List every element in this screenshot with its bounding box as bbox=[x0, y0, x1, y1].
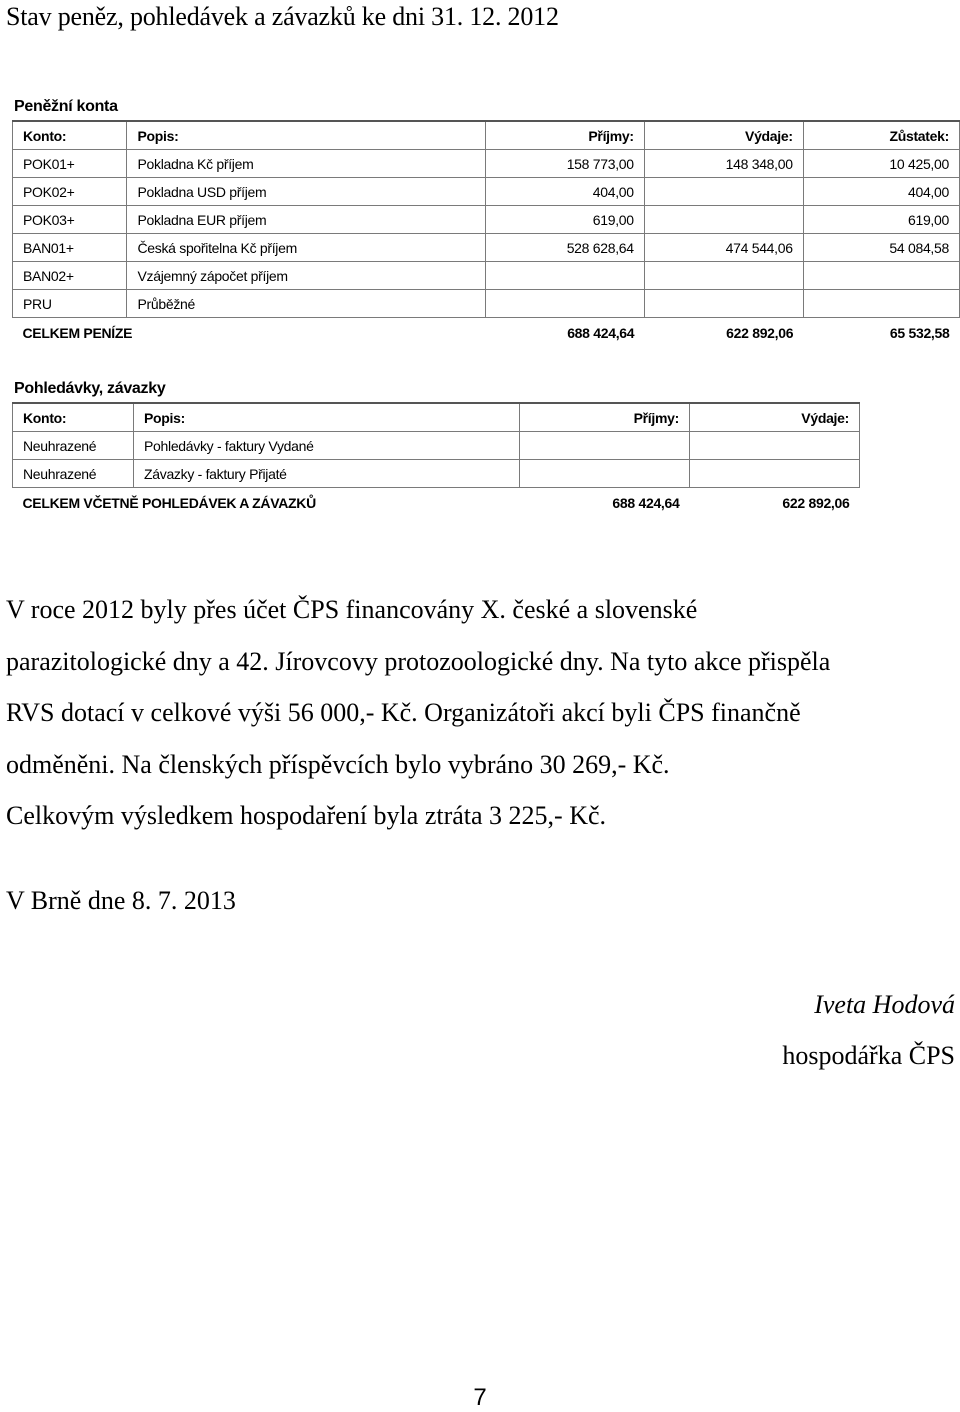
total-label: CELKEM PENÍZE bbox=[22, 325, 133, 341]
account-code: BAN01+ bbox=[13, 234, 127, 262]
column-header: Výdaje: bbox=[690, 403, 860, 432]
column-header: Příjmy: bbox=[485, 121, 644, 150]
total-expense: 622 892,06 bbox=[726, 325, 794, 341]
account-code: POK03+ bbox=[13, 206, 127, 234]
receivables-section bbox=[12, 380, 860, 518]
signature-name: Iveta Hodová bbox=[814, 990, 955, 1019]
money-accounts-title: Peněžní konta bbox=[14, 98, 118, 115]
column-header: Konto: bbox=[13, 121, 127, 150]
account-description: Vzájemný zápočet příjem bbox=[127, 262, 485, 290]
document-heading: Stav peněz, pohledávek a závazků ke dni 31. 12. 2012 bbox=[6, 2, 559, 31]
column-header: Výdaje: bbox=[644, 121, 803, 150]
account-description: Průběžné bbox=[127, 290, 485, 318]
expense-value: 148 348,00 bbox=[644, 150, 803, 178]
income-value: 619,00 bbox=[485, 206, 644, 234]
column-header: Příjmy: bbox=[520, 403, 690, 432]
receivables-title: Pohledávky, závazky bbox=[14, 380, 166, 397]
account-code: POK01+ bbox=[13, 150, 127, 178]
balance-value bbox=[803, 262, 959, 290]
balance-value: 619,00 bbox=[803, 206, 959, 234]
balance-value: 404,00 bbox=[803, 178, 959, 206]
total-row bbox=[13, 318, 960, 349]
account-code: POK02+ bbox=[13, 178, 127, 206]
income-value: 404,00 bbox=[485, 178, 644, 206]
account-description: Pokladna EUR příjem bbox=[127, 206, 485, 234]
summary-paragraph bbox=[6, 584, 951, 842]
account-code: BAN02+ bbox=[13, 262, 127, 290]
summary-line: parazitologické dny a 42. Jírovcovy protozoologické dny. Na tyto akce přispěla bbox=[6, 646, 831, 676]
table-row bbox=[13, 262, 960, 290]
money-accounts-section bbox=[12, 98, 960, 348]
place-date: V Brně dne 8. 7. 2013 bbox=[6, 886, 236, 915]
total-balance: 65 532,58 bbox=[889, 325, 950, 341]
expense-value bbox=[644, 262, 803, 290]
table-row bbox=[13, 206, 960, 234]
column-header: Popis: bbox=[134, 403, 520, 432]
table-row bbox=[13, 290, 960, 318]
expense-value bbox=[644, 206, 803, 234]
account-description: Pokladna USD příjem bbox=[127, 178, 485, 206]
table-header-row bbox=[13, 403, 860, 432]
balance-value: 10 425,00 bbox=[803, 150, 959, 178]
summary-line: Celkovým výsledkem hospodaření byla ztráta 3 225,- Kč. bbox=[6, 801, 607, 830]
total-income: 688 424,64 bbox=[567, 325, 635, 341]
summary-line: V roce 2012 byly přes účet ČPS financovány X. české a slovenské bbox=[6, 595, 698, 624]
income-value bbox=[520, 460, 690, 488]
summary-line: odměněni. Na členských příspěvcích bylo vybráno 30 269,- Kč. bbox=[6, 749, 670, 779]
table-row bbox=[13, 432, 860, 460]
income-value bbox=[520, 432, 690, 460]
income-value: 158 773,00 bbox=[485, 150, 644, 178]
receivables-table bbox=[12, 402, 860, 518]
account-code: PRU bbox=[13, 290, 127, 318]
account-description: Česká spořitelna Kč příjem bbox=[127, 234, 485, 262]
expense-value bbox=[690, 460, 860, 488]
account-description: Pokladna Kč příjem bbox=[127, 150, 485, 178]
column-header: Popis: bbox=[127, 121, 485, 150]
column-header: Zůstatek: bbox=[803, 121, 959, 150]
expense-value bbox=[690, 432, 860, 460]
total-row bbox=[13, 488, 860, 519]
money-accounts-table bbox=[12, 120, 960, 348]
expense-value bbox=[644, 290, 803, 318]
balance-value bbox=[803, 290, 959, 318]
signature-role: hospodářka ČPS bbox=[782, 1041, 955, 1070]
account-description: Pohledávky - faktury Vydané bbox=[134, 432, 520, 460]
table-row bbox=[13, 460, 860, 488]
table-row bbox=[13, 234, 960, 262]
table-header-row bbox=[13, 121, 960, 150]
summary-line: RVS dotací v celkové výši 56 000,- Kč. Organizátoři akcí byli ČPS finančně bbox=[6, 698, 801, 727]
table-row bbox=[13, 150, 960, 178]
expense-value bbox=[644, 178, 803, 206]
account-code: Neuhrazené bbox=[13, 432, 134, 460]
income-value bbox=[485, 262, 644, 290]
column-header: Konto: bbox=[13, 403, 134, 432]
account-code: Neuhrazené bbox=[13, 460, 134, 488]
total-expense: 622 892,06 bbox=[782, 495, 850, 511]
table-row bbox=[13, 178, 960, 206]
expense-value: 474 544,06 bbox=[644, 234, 803, 262]
income-value: 528 628,64 bbox=[485, 234, 644, 262]
page-number: 7 bbox=[473, 1384, 487, 1411]
income-value bbox=[485, 290, 644, 318]
total-income: 688 424,64 bbox=[612, 495, 680, 511]
total-label: CELKEM VČETNĚ POHLEDÁVEK A ZÁVAZKŮ bbox=[22, 495, 316, 511]
account-description: Závazky - faktury Přijaté bbox=[134, 460, 520, 488]
balance-value: 54 084,58 bbox=[803, 234, 959, 262]
